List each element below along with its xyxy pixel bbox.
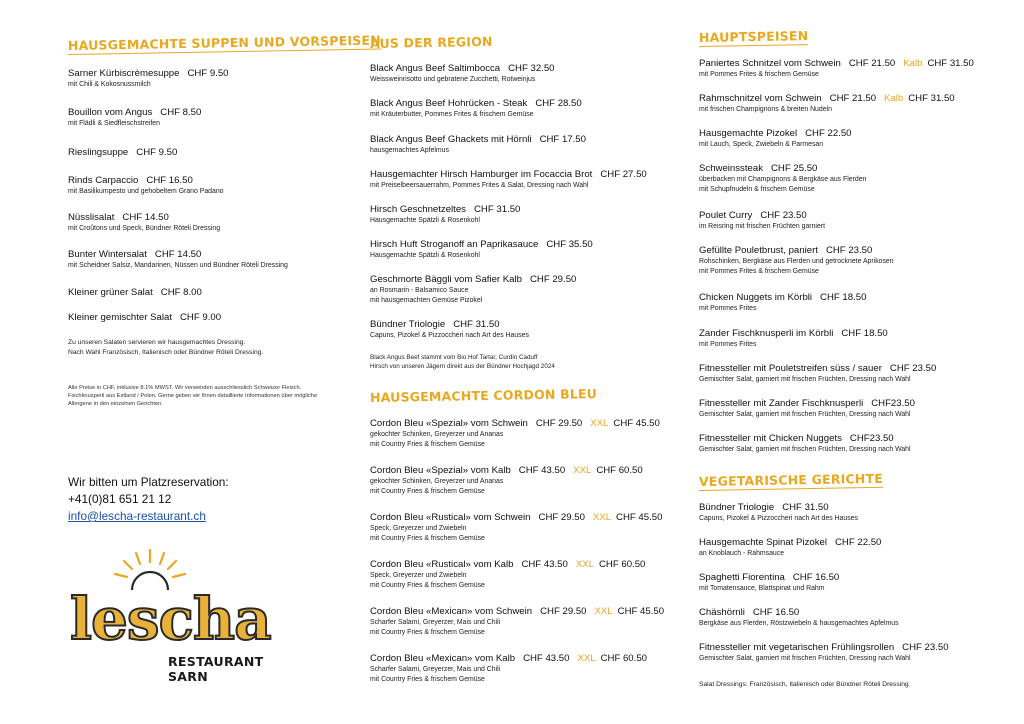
item-price: CHF 31.50 (473, 204, 521, 215)
xxl-label: XXL (594, 606, 613, 617)
item-price: CHF 28.50 (535, 98, 582, 109)
menu-item (699, 292, 999, 314)
dressing-note: Salat Dressings: Französisch, Italienisch oder Bündner Röteli Dressing (699, 681, 909, 688)
item-name: Cordon Bleu «Mexican» vom Kalb (370, 653, 516, 664)
item-desc: Scharfer Salami, Greyerzer, Mais und Chili (370, 619, 501, 626)
item-name: Chicken Nuggets im Körbli (699, 292, 813, 303)
item-price: CHF 22.50 (835, 537, 882, 548)
item-name: Cordon Bleu «Rustical» vom Schwein (370, 512, 531, 523)
item-desc: Scharfer Salami, Greyerzer, Mais und Chili (370, 666, 501, 673)
item-name: Rieslingsuppe (68, 147, 129, 158)
item-desc: Weissweinrisotto und gebratene Zucchetti, Rotweinjus (370, 76, 536, 83)
item-name: Black Angus Beef Hohrücken - Steak (370, 98, 528, 109)
item-desc-2: mit Country Fries & frischem Gemüse (370, 628, 485, 636)
menu-item (370, 512, 680, 543)
item-price: CHF 25.50 (771, 163, 818, 174)
xxl-price: CHF 60.50 (598, 559, 646, 570)
xxl-price: CHF 45.50 (616, 512, 663, 523)
item-desc: mit Preiselbeersauerrahm, Pommes Frites & Salat, Dressing nach Wahl (370, 182, 589, 189)
item-desc: mit Flädli & Siedfleischstreifen (68, 120, 160, 127)
item-price: CHF 9.50 (187, 68, 229, 79)
item-name: Nüsslisalat (68, 212, 115, 223)
item-name: Cordon Bleu «Spezial» vom Schwein (370, 418, 528, 429)
item-name: Hausgemachte Spinat Pizokel (699, 537, 827, 548)
item-price: CHF 31.50 (453, 319, 500, 330)
item-desc-2: mit Schupfnudeln & frischem Gemüse (699, 185, 815, 193)
item-desc: an Rosmarin - Balsamico Sauce (370, 287, 469, 294)
item-price: CHF 32.50 (508, 63, 555, 74)
item-price: CHF 16.50 (752, 607, 800, 618)
item-price: CHF 43.50 (523, 653, 570, 664)
item-name: Rahmschnitzel vom Schwein (699, 93, 822, 104)
item-name: Paniertes Schnitzel vom Schwein (699, 58, 841, 69)
menu-item (699, 502, 999, 524)
item-desc: Capuns, Pizokel & Pizzoccheri nach Art des Hauses (370, 332, 529, 339)
item-desc: mit frischen Champignons & breiten Nudeln (699, 106, 832, 113)
item-price: CHF 16.50 (792, 572, 840, 583)
item-price: CHF 23.50 (902, 642, 949, 653)
item-name: Cordon Bleu «Rustical» vom Kalb (370, 559, 514, 570)
item-name: Chäshörnli (699, 607, 745, 618)
menu-item (370, 134, 680, 156)
reservation-email-link[interactable]: info@lescha-restaurant.ch (68, 509, 206, 523)
menu-item (68, 312, 348, 324)
item-price: CHF 27.50 (600, 169, 647, 180)
menu-item (699, 58, 999, 80)
menu-item (370, 559, 680, 590)
menu-item (68, 249, 348, 271)
menu-item (699, 245, 999, 276)
item-name: Bunter Wintersalat (68, 249, 147, 260)
item-desc: mit Chili & Kokosnussmilch (68, 81, 151, 88)
item-price: CHF 22.50 (805, 128, 852, 139)
item-price: CHF 21.50 (829, 93, 877, 104)
item-price: CHF23.50 (849, 433, 894, 444)
item-name: Black Angus Beef Ghackets mit Hörnli (370, 134, 532, 145)
item-name: Bündner Triologie (370, 319, 446, 330)
reservation-phone[interactable]: +41(0)81 651 21 12 (68, 492, 172, 506)
item-price: CHF 31.50 (782, 502, 829, 513)
xxl-price: CHF 60.50 (600, 653, 647, 664)
item-name: Fitnessteller mit vegetarischen Frühlingsrollen (699, 642, 895, 653)
item-name: Kleiner gemischter Salat (68, 312, 172, 323)
item-name: Hausgemachter Hirsch Hamburger im Focaccia Brot (370, 169, 593, 180)
reservation-text: Wir bitten um Platzreservation: (68, 475, 229, 489)
item-price: CHF 9.00 (179, 312, 222, 323)
item-desc: mit Kräuterbutter, Pommes Frites & frischem Gemüse (370, 111, 534, 118)
item-name: Sarner Kürbiscrèmesuppe (68, 68, 180, 79)
menu-item (699, 642, 999, 664)
item-desc: Gemischter Salat, garniert mit frischen Früchten, Dressing nach Wahl (699, 446, 911, 453)
item-price: CHF 18.50 (841, 328, 888, 339)
alt-price: CHF 31.50 (927, 58, 974, 69)
salad-note-line: Nach Wahl Französisch, Italienisch oder Bündner Röteli Dressing. (68, 348, 264, 356)
item-desc-2: mit Country Fries & frischem Gemüse (370, 487, 485, 495)
item-name: Black Angus Beef Saltimbocca (370, 63, 501, 74)
item-price: CHF 29.50 (535, 418, 583, 429)
item-price: CHF23.50 (871, 398, 915, 409)
xxl-label: XXL (573, 465, 592, 476)
item-name: Schweinssteak (699, 163, 763, 174)
menu-item (68, 147, 348, 159)
menu-item (370, 653, 680, 684)
item-price: CHF 14.50 (154, 249, 202, 260)
restaurant-logo (68, 548, 298, 684)
xxl-label: XXL (577, 653, 596, 664)
section-title-main: HAUPTSPEISEN (698, 28, 809, 45)
xxl-price: CHF 45.50 (613, 418, 660, 429)
region-note (370, 354, 555, 372)
xxl-label: XXL (590, 418, 609, 429)
alt-label: Kalb (903, 58, 923, 69)
item-name: Cordon Bleu «Spezial» vom Kalb (370, 465, 511, 476)
item-desc: Rohschinken, Bergkäse aus Flerden und getrocknete Aprikosen (699, 258, 894, 265)
item-name: Spaghetti Fiorentina (699, 572, 785, 583)
menu-item (370, 465, 680, 496)
menu-item (370, 169, 680, 191)
menu-item (370, 63, 680, 85)
item-price: CHF 29.50 (538, 512, 585, 523)
item-name: Fitnessteller mit Zander Fischknusperli (699, 398, 864, 409)
item-name: Cordon Bleu «Mexican» vom Schwein (370, 606, 533, 617)
item-name: Rinds Carpaccio (68, 175, 139, 186)
xxl-label: XXL (575, 559, 594, 570)
menu-item (68, 68, 348, 90)
item-desc: mit Croûtons und Speck, Bündner Röteli Dressing (68, 225, 221, 232)
alt-label: Kalb (884, 93, 904, 104)
item-price: CHF 23.50 (889, 363, 937, 374)
menu-item (370, 204, 680, 226)
item-price: CHF 9.50 (136, 147, 178, 158)
item-price: CHF 23.50 (760, 210, 807, 221)
xxl-price: CHF 45.50 (617, 606, 665, 617)
item-desc: Hausgemachte Spätzli & Rosenkohl (370, 252, 480, 259)
item-desc: Capuns, Pizokel & Pizzoccheri nach Art des Hauses (699, 515, 858, 522)
menu-item (699, 128, 999, 150)
item-price: CHF 43.50 (521, 559, 568, 570)
item-desc: Bergkäse aus Flerden, Röstzwiebeln & hausgemachtes Apfelmus (699, 620, 899, 627)
item-desc: hausgemachtes Apfelmus (370, 147, 449, 154)
menu-item (699, 93, 999, 115)
menu-item (370, 98, 680, 120)
item-desc: mit Tomatensauce, Blattspinat und Rahm (699, 585, 825, 592)
item-desc: Speck, Greyerzer und Zwiebeln (370, 572, 467, 579)
reservation-block (68, 474, 229, 525)
item-desc: an Knoblauch - Rahmsauce (699, 550, 785, 557)
menu-item (699, 328, 999, 350)
item-desc: überbacken mit Champignons & Bergkäse aus Flerden (699, 176, 867, 183)
section-title-region: AUS DER REGION (369, 33, 493, 51)
item-desc: Gemischter Salat, garniert mit frischen Früchten, Dressing nach Wahl (699, 376, 911, 383)
item-price: CHF 21.50 (848, 58, 896, 69)
salad-note-line: Zu unseren Salaten servieren wir hausgemachtes Dressing. (68, 339, 246, 346)
menu-item (68, 107, 348, 129)
region-note-line: Black Angus Beef stammt vom Bio Hof Tartar, Curdin Caduff (370, 354, 538, 361)
item-price: CHF 8.00 (160, 287, 202, 298)
item-desc: Gemischter Salat, garniert mit frischen Früchten, Dressing nach Wahl (699, 655, 911, 662)
menu-item (699, 433, 999, 455)
salad-note (68, 338, 263, 357)
item-desc-2: mit Country Fries & frischem Gemüse (370, 675, 485, 683)
item-name: Kleiner grüner Salat (68, 287, 153, 298)
menu-item (370, 274, 680, 305)
menu-item (370, 418, 680, 449)
item-price: CHF 35.50 (546, 239, 593, 250)
item-desc-2: mit Country Fries & frischem Gemüse (370, 440, 485, 448)
menu-item (370, 606, 680, 637)
menu-item (699, 572, 999, 594)
menu-item (370, 239, 680, 261)
item-desc: mit Basilikumpesto und gehobeltem Grano Padano (68, 188, 224, 195)
logo-wordmark: lescha (70, 585, 271, 653)
item-desc-2: mit Country Fries & frischem Gemüse (370, 581, 485, 589)
item-name: Bündner Triologie (699, 502, 775, 513)
item-desc: gekochter Schinken, Greyerzer und Ananas (370, 431, 504, 438)
menu-item (699, 537, 999, 559)
xxl-price: CHF 60.50 (596, 465, 643, 476)
item-price: CHF 17.50 (539, 134, 586, 145)
item-name: Fitnessteller mit Pouletstreifen süss / sauer (699, 363, 882, 374)
logo-subtitle: RESTAURANT SARN (168, 654, 264, 684)
item-name: Poulet Curry (699, 210, 753, 221)
menu-item (370, 319, 680, 341)
menu-item (68, 287, 348, 299)
item-desc: Speck, Greyerzer und Zwiebeln (370, 525, 467, 532)
section-title-soups: HAUSGEMACHTE SUPPEN UND VORSPEISEN (67, 32, 381, 53)
item-desc: mit Pommes Frites (699, 341, 757, 348)
item-desc: mit Pommes Frites & frischem Gemüse (699, 71, 819, 78)
menu-item (699, 163, 999, 194)
item-desc: gekochter Schinken, Greyerzer und Ananas (370, 478, 504, 485)
price-note: Alle Preise in CHF, inklusive 8.1% MWST. Wir verwenden ausschliesslich Schweizer Fleisch. Fischknusperli aus Estland / Polen. Gerne geben wir Ihnen detaillierte Informationen über mögliche Allergene in den einzelnen Gerichten. (68, 385, 318, 408)
item-desc-2: mit hausgemachten Gemüse Pizokel (370, 296, 483, 304)
alt-price: CHF 31.50 (908, 93, 955, 104)
item-name: Fitnessteller mit Chicken Nuggets (699, 433, 842, 444)
menu-item (68, 212, 348, 234)
item-desc: Gemischter Salat, garniert mit frischen Früchten, Dressing nach Wahl (699, 411, 911, 418)
item-price: CHF 18.50 (820, 292, 867, 303)
menu-item (699, 210, 999, 232)
item-desc: mit Pommes Frites (699, 305, 757, 312)
menu-item (699, 398, 999, 420)
region-note-line: Hirsch von unseren Jägern direkt aus der Bündner Hochjagd 2024 (370, 362, 555, 370)
item-price: CHF 29.50 (540, 606, 587, 617)
item-price: CHF 16.50 (146, 175, 193, 186)
section-title-veg: VEGETARISCHE GERICHTE (698, 470, 884, 489)
item-desc: im Reisring mit frischen Früchten garniert (699, 223, 825, 230)
item-name: Geschmorte Bäggli vom Safier Kalb (370, 274, 522, 285)
item-price: CHF 14.50 (122, 212, 169, 223)
menu-item (699, 363, 999, 385)
item-price: CHF 29.50 (529, 274, 577, 285)
item-name: Hirsch Huft Stroganoff an Paprikasauce (370, 239, 539, 250)
item-name: Hausgemachte Pizokel (699, 128, 798, 139)
item-name: Gefüllte Pouletbrust, paniert (699, 245, 818, 256)
section-title-cordon: HAUSGEMACHTE CORDON BLEU (369, 386, 598, 405)
item-name: Hirsch Geschnetzeltes (370, 204, 466, 215)
menu-item (68, 175, 348, 197)
item-name: Zander Fischknusperli im Körbli (699, 328, 834, 339)
item-price: CHF 23.50 (825, 245, 873, 256)
item-desc-2: mit Pommes Frites & frischem Gemüse (699, 267, 819, 275)
item-desc: mit Lauch, Speck, Zwiebeln & Parmesan (699, 141, 824, 148)
xxl-label: XXL (592, 512, 612, 523)
item-desc-2: mit Country Fries & frischem Gemüse (370, 534, 485, 542)
item-desc: Hausgemachte Spätzli & Rosenkohl (370, 217, 480, 224)
item-desc: mit Scheidner Salsiz, Mandarinen, Nüssen und Bündner Röteli Dressing (68, 262, 288, 269)
menu-item (699, 607, 999, 629)
item-name: Bouillon vom Angus (68, 107, 153, 118)
item-price: CHF 43.50 (518, 465, 566, 476)
item-price: CHF 8.50 (160, 107, 202, 118)
